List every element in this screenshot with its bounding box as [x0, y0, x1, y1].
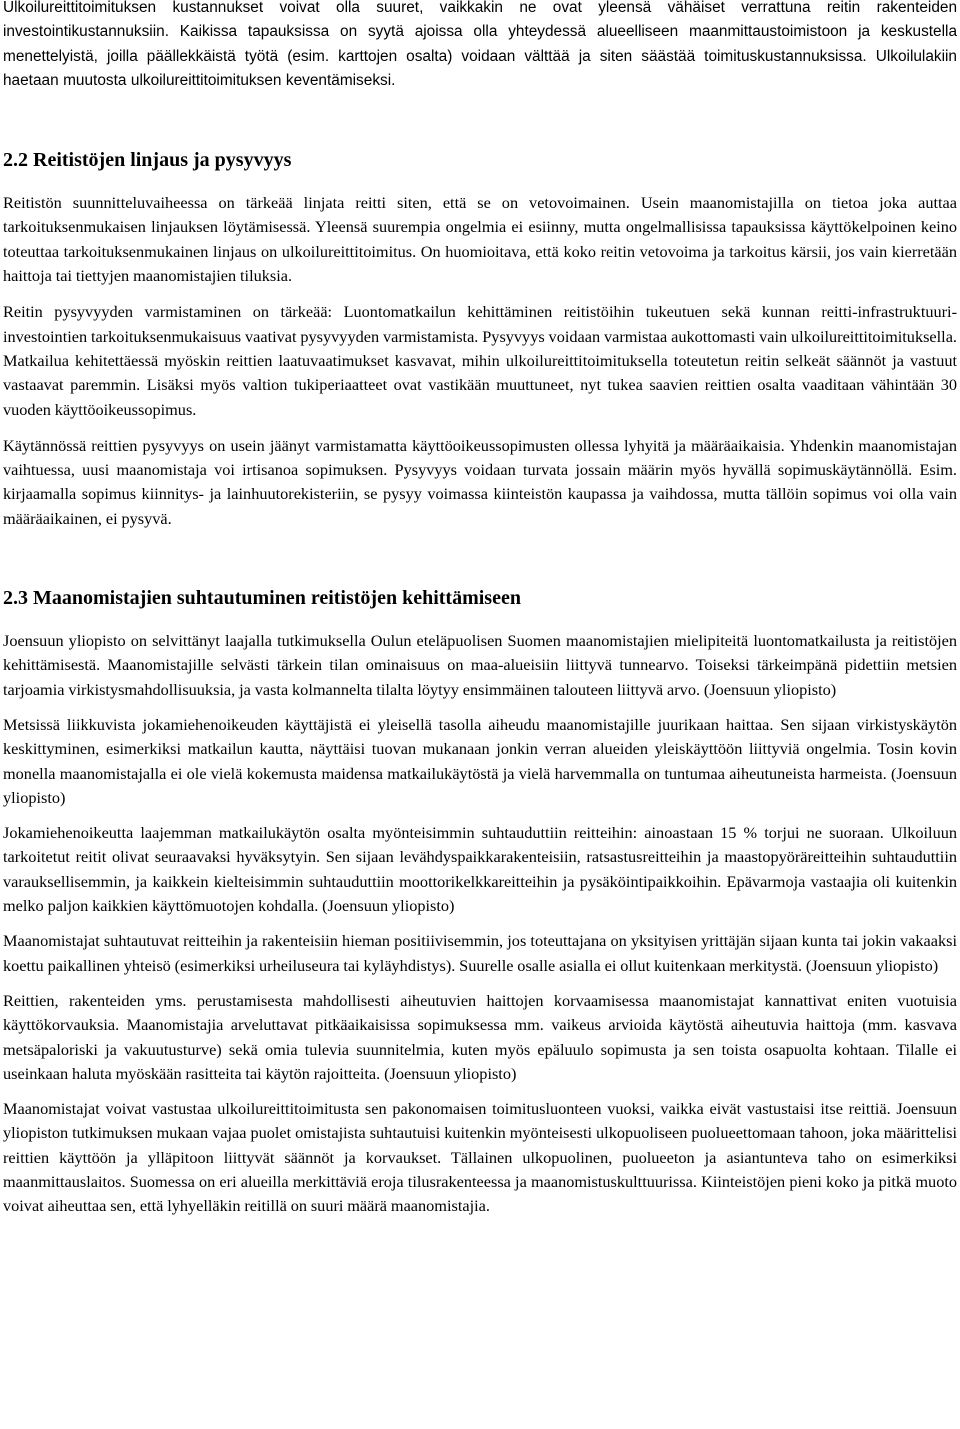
paragraph-2-2-3: Käytännössä reittien pysyvyys on usein jäänyt varmistamatta käyttöoikeussopimusten ollessa lyhyitä ja määräaikaisia. Yhdenkin maanomistajan vaihtuessa, uusi maanomistaja voi irtisanoa sopimuksen. Pysyvyys voidaan turvata jossain määrin myös hyvällä sopimuskäytännöllä. Esim. kirjaamalla sopimus kiinnitys- ja lainhuutorekisteriin, se pysyy voimassa kiinteistön kaupassa ja vaihdossa, mutta tällöin sopimus voi olla vain määräaikainen, ei pysyvä.	[3, 435, 957, 528]
paragraph-2-3-1: Joensuun yliopisto on selvittänyt laajalla tutkimuksella Oulun eteläpuolisen Suomen maanomistajien mielipiteitä luontomatkailusta ja reitistöjen kehittämisestä. Maanomistajille selvästi tärkein tilan ominaisuus on maa-alueisiin liittyvä tunnearvo. Toiseksi tärkeimpänä pidettiin metsien tarjoamia virkistysmahdollisuuksia, ja vasta kolmannelta tilalta löytyy ensimmäinen talouteen liittyvä arvo. (Joensuun yliopisto)	[3, 631, 957, 699]
paragraph-2-2-1: Reitistön suunnitteluvaiheessa on tärkeää linjata reitti siten, että se on vetovoimainen. Usein maanomistajilla on tietoa joka auttaa tarkoituksenmukaisen linjauksen löytämisessä. Yleensä suurempia ongelmia ei esiinny, mutta ongelmallisissa tapauksissa käyttökelpoinen keino toteuttaa tarkoituksenmukainen linjaus on ulkoilureittitoimitus. On huomioitava, että koko reitin vetovoima ja tarkoitus kärsii, jos vain kierretään haittoja tai tiettyjen maanomistajien tiluksia.	[3, 193, 957, 286]
paragraph-2-3-5: Reittien, rakenteiden yms. perustamisesta mahdollisesti aiheutuvien haittojen korvaamisessa maanomistajat kannattivat eniten vuotuisia käyttökorvauksia. Maanomistajia arveluttavat pitkäaikaisissa sopimuksessa mm. vaikeus arvioida käytöstä aiheutuvia haittoja (mm. kasvava metsäpaloriski ja vakuutusturve) sekä omia tulevia suunnitelmia, kuten myös epäluulo sopimusta ja sen toista osapuolta kohtaan. Tilalle ei useinkaan haluta myöskään rasitteita tai käytön rajoitteita. (Joensuun yliopisto)	[3, 990, 957, 1083]
paragraph-2-3-6: Maanomistajat voivat vastustaa ulkoilureittitoimitusta sen pakonomaisen toimitusluonteen vuoksi, vaikka eivät vastustaisi itse reittiä. Joensuun yliopiston tutkimuksen mukaan vajaa puolet omistajista suhtautuisi kuitenkin myönteisesti ulkopuoliseen puolueettomaan tahoon, joka määrittelisi reittien käyttöön ja ylläpitoon liittyvät säännöt ja korvaukset. Tällainen ulkopuolinen, puolueeton ja asiantunteva taho on esimerkiksi maanmittauslaitos. Suomessa on eri alueilla merkittäviä eroja tilusrakenteessa ja maanomistuskulttuurissa. Kiinteistöjen pieni koko ja pitkä muoto voivat aiheuttaa sen, että lyhyelläkin reitillä on suuri määrä maanomistajia.	[3, 1099, 957, 1216]
paragraph-2-3-2: Metsissä liikkuvista jokamiehenoikeuden käyttäjistä ei yleisellä tasolla aiheudu maanomistajille juurikaan haittaa. Sen sijaan virkistyskäytön keskittyminen, esimerkiksi matkailun kautta, näyttäisi tuovan mukanaan jonkin verran alueiden yleiskäyttöön liittyviä ongelmia. Tosin kovin monella maanomistajalla ei ole vielä kokemusta maidensa matkailukäytöstä ja vielä harvemmalla on tuntumaa aiheutuneista harmeista. (Joensuun yliopisto)	[3, 714, 957, 807]
document-page	[3, 0, 957, 1219]
intro-paragraph: Ulkoilureittitoimituksen kustannukset voivat olla suuret, vaikkakin ne ovat yleensä vähäiset verrattuna reitin rakenteiden investointikustannuksiin. Kaikissa tapauksissa on syytä ajoissa olla yhteydessä alueelliseen maanmittaustoimistoon ja keskustella menettelyistä, joilla päällekkäistä työtä (esim. karttojen osalta) voidaan välttää ja siten säästää toimituskustannuksissa. Ulkoilulakiin haetaan muutosta ulkoilureittitoimituksen keventämiseksi.	[3, 0, 957, 89]
section-heading-2-2: 2.2 Reitistöjen linjaus ja pysyvyys	[3, 149, 292, 172]
section-heading-2-3: 2.3 Maanomistajien suhtautuminen reitistöjen kehittämiseen	[3, 587, 521, 610]
paragraph-2-3-4: Maanomistajat suhtautuvat reitteihin ja rakenteisiin hieman positiivisemmin, jos toteuttajana on yksityisen yrittäjän sijaan kunta tai jokin vakaaksi koettu paikallinen yhteisö (esimerkiksi urheiluseura tai kyläyhdistys). Suurelle osalle asialla ei ollut kuitenkaan merkitystä. (Joensuun yliopisto)	[3, 931, 957, 975]
paragraph-2-2-2: Reitin pysyvyyden varmistaminen on tärkeää: Luontomatkailun kehittäminen reitistöihin tukeutuen sekä kunnan reitti-infrastruktuuri-investointien tarkoituksenmukaisuus vaativat pysyvyyden varmistamista. Pysyvyys voidaan varmistaa aukottomasti vain ulkoilureittitoimituksella. Matkailua kehitettäessä myöskin reittien laatuvaatimukset kasvavat, mihin ulkoilureittitoimituksella toteutetun reitin selkeät säännöt ja vastuut vastaavat paremmin. Lisäksi myös valtion tukiperiaatteet ovat vastikään muuttuneet, nyt tukea saavien reittien osalta vaaditaan vähintään 30 vuoden käyttöoikeussopimus.	[3, 302, 957, 419]
paragraph-2-3-3: Jokamiehenoikeutta laajemman matkailukäytön osalta myönteisimmin suhtauduttiin reitteihin: ainoastaan 15 % torjui ne suoraan. Ulkoiluun tarkoitetut reitit olivat seuraavaksi hyväksytyin. Sen sijaan levähdyspaikkarakenteisiin, ratsastusreitteihin ja maastopyöräreitteihin suhtauduttiin varauksellisemmin, ja kaikkein kielteisimmin suhtauduttiin moottorikelkkareitteihin ja pysäköintipaikkoihin. Epävarmoja vastaajia oli kuitenkin melko paljon kaikkien käyttömuotojen kohdalla. (Joensuun yliopisto)	[3, 823, 957, 916]
